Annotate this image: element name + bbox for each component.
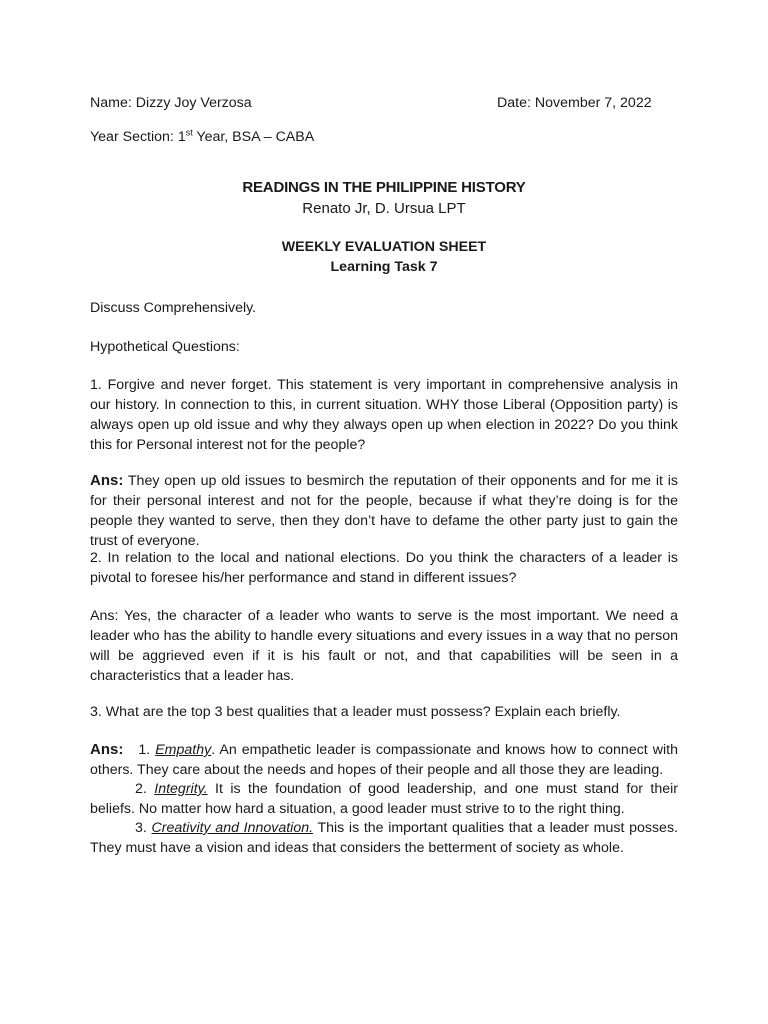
answer-1-text: They open up old issues to besmirch the reputation of their opponents and for me it is for their personal interest and not for the people, because if what they’re doing is for the people they wanted to serve, then they don’t have to defame the other party just to gain the trust of everyone. (90, 473, 678, 549)
task-title: Learning Task 7 (330, 259, 438, 275)
date-value: November 7, 2022 (534, 95, 652, 111)
section-year-num: 1 (177, 129, 186, 145)
answer-1 (90, 471, 678, 551)
answer-3-item-2 (90, 779, 678, 819)
item-3-term: Creativity and Innovation. (151, 820, 314, 836)
question-2: 2. In relation to the local and national elections. Do you think the characters of a leader is pivotal to foresee his/her performance and stand in different issues? (90, 550, 678, 586)
item-3-text: This is the important qualities that a leader must posses. They must have a vision and ideas that considers the betterment of society as whole. (90, 820, 678, 856)
item-2-text: It is the foundation of good leadership, and one must stand for their beliefs. No matter how hard a situation, a good leader must strive to to the right thing. (90, 781, 678, 817)
item-3-num: 3. (135, 820, 147, 836)
item-1-num: 1. (138, 742, 151, 758)
submission-date (497, 93, 652, 113)
sheet-title: WEEKLY EVALUATION SHEET (281, 239, 487, 255)
answer-label: Ans: (90, 741, 124, 758)
section-label: Year Section: (90, 129, 174, 145)
section-rest: Year, BSA – CABA (196, 129, 315, 145)
answer-3-item-3 (90, 818, 678, 858)
answer-label: Ans: (90, 472, 124, 489)
instructor-name: Renato Jr, D. Ursua LPT (302, 200, 466, 217)
instruction-discuss: Discuss Comprehensively. (90, 300, 257, 316)
year-section (90, 127, 314, 147)
answer-3-item-1 (90, 740, 678, 780)
name-label: Name: (90, 95, 132, 111)
answer-2: Ans: Yes, the character of a leader who wants to serve is the most important. We need a leader who has the ability to handle every situations and every issues in a way that no person will be aggrieved even if it is his fault or not, and that capabilities will be seen in a characteristics that a leader has. (90, 608, 678, 684)
item-1-text: . An empathetic leader is compassionate and knows how to connect with others. They care about the needs and hopes of their people and all those they are leading. (90, 742, 678, 778)
question-1: 1. Forgive and never forget. This statement is very important in comprehensive analysis in our history. In connection to this, in current situation. WHY those Liberal (Opposition party) is always open up old issue and why they always open up when election in 2022? Do you think this for Personal interest not for the people? (90, 377, 678, 453)
course-title: READINGS IN THE PHILIPPINE HISTORY (242, 179, 526, 196)
section-year-sup: st (185, 127, 193, 138)
item-1-term: Empathy (155, 742, 212, 758)
instruction-hypothetical: Hypothetical Questions: (90, 339, 240, 355)
question-3: 3. What are the top 3 best qualities that a leader must possess? Explain each briefly. (90, 704, 621, 720)
student-name (90, 93, 252, 113)
item-2-term: Integrity. (154, 781, 208, 797)
name-value: Dizzy Joy Verzosa (135, 95, 252, 111)
item-2-num: 2. (135, 781, 147, 797)
date-label: Date: (497, 95, 531, 111)
